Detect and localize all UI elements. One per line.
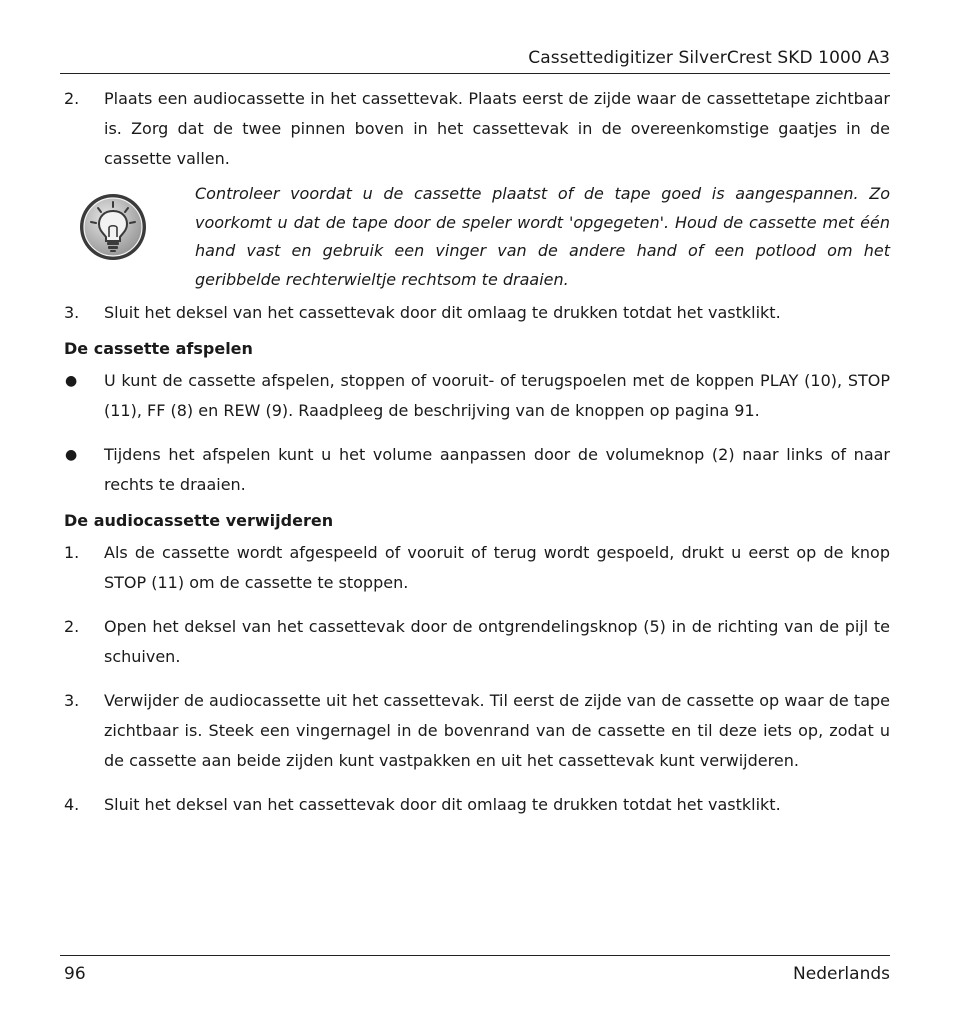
bullet-text: U kunt de cassette afspelen, stoppen of vooruit- of terugspoelen met de koppen PLAY (10), STOP (11), FF (8) en REW (9). Raadpleeg de beschrijving van de knoppen op pagina 91. [104, 371, 890, 420]
step-text: Open het deksel van het cassettevak door de ontgrendelingsknop (5) in de richting van de pijl te schuiven. [104, 617, 890, 666]
section-heading-play: De cassette afspelen [64, 339, 253, 358]
step-text: Verwijder de audiocassette uit het cassettevak. Til eerst de zijde van de cassette op waar de tape zichtbaar is. Steek een vingernagel in de bovenrand van de cassette en til deze iets op, zodat u de cassette aan beide zijden kunt vastpakken en uit het cassettevak kunt verwijderen. [104, 691, 890, 770]
step-text: Als de cassette wordt afgespeeld of vooruit of terug wordt gespoeld, drukt u eerst op de knop STOP (11) om de cassette te stoppen. [104, 543, 890, 592]
page-number: 96 [64, 964, 86, 984]
page-header-title: Cassettedigitizer SilverCrest SKD 1000 A3 [528, 48, 890, 68]
footer-language: Nederlands [793, 964, 890, 984]
step-number: 3. [64, 691, 80, 710]
step-number: 4. [64, 795, 80, 814]
remove-step [64, 790, 890, 820]
bullet-icon: ● [65, 373, 78, 389]
step-number: 3. [64, 303, 80, 322]
remove-step [64, 538, 890, 598]
bullet-item [64, 366, 890, 426]
bullet-text: Tijdens het afspelen kunt u het volume aanpassen door de volumeknop (2) naar links of naar rechts te draaien. [104, 445, 890, 494]
page-content [64, 84, 890, 820]
remove-step [64, 686, 890, 776]
step-text: Sluit het deksel van het cassettevak door dit omlaag te drukken totdat het vastklikt. [104, 795, 781, 814]
tip-text: Controleer voordat u de cassette plaatst of de tape goed is aangespannen. Zo voorkomt u dat de tape door de speler wordt 'opgegeten'. Houd de cassette met één hand vast en gebruik een vinger van de andere hand of een potlood om het geribbelde rechterwieltje rechtsom te draaien. [195, 184, 890, 289]
footer-rule [60, 955, 890, 956]
step-number: 2. [64, 617, 80, 636]
lightbulb-icon [78, 192, 148, 262]
step-close-lid [64, 298, 890, 328]
bullet-icon: ● [65, 447, 78, 463]
bullet-item [64, 440, 890, 500]
step-number: 1. [64, 543, 80, 562]
step-insert-cassette [64, 84, 890, 174]
step-number: 2. [64, 89, 80, 108]
step-text: Sluit het deksel van het cassettevak door dit omlaag te drukken totdat het vastklikt. [104, 303, 781, 322]
header-rule [60, 73, 890, 74]
tip-box [64, 180, 890, 298]
remove-step [64, 612, 890, 672]
step-text: Plaats een audiocassette in het cassettevak. Plaats eerst de zijde waar de cassettetape zichtbaar is. Zorg dat de twee pinnen boven in het cassettevak in de overeenkomstige gaatjes in de cassette vallen. [104, 89, 890, 168]
section-heading-remove: De audiocassette verwijderen [64, 511, 334, 530]
